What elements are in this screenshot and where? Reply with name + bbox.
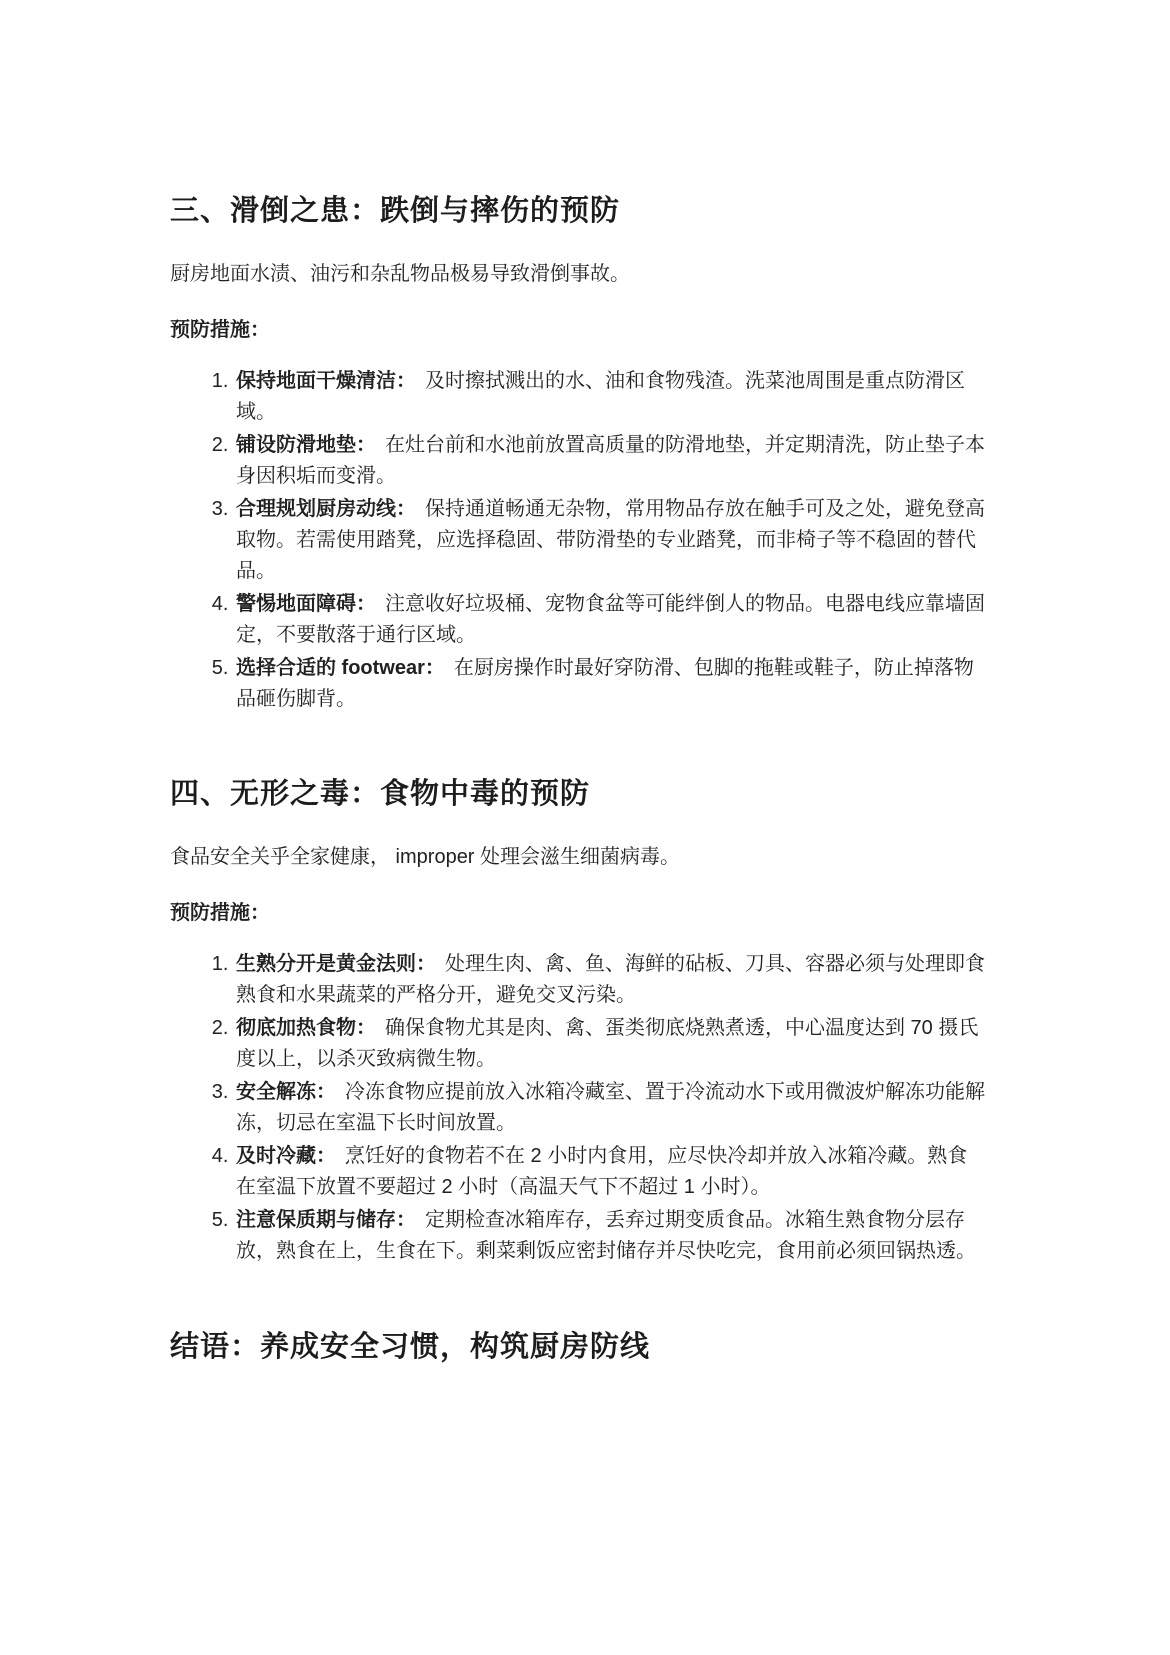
list-item [234,1013,985,1075]
list-item-term: 及时冷藏： [236,1145,336,1167]
list-item [234,1141,985,1203]
list-item-term: 保持地面干燥清洁： [236,370,416,392]
list-label-prevention-measures-1: 预防措施： [170,319,270,341]
list-item-desc: 冷冻食物应提前放入冰箱冷藏室、置于冷流动水下或用微波炉解冻功能解冻，切忌在室温下长时间放置。 [236,1081,985,1134]
section-intro-slip: 厨房地面水渍、油污和杂乱物品极易导致滑倒事故。 [170,263,630,285]
list-item-desc: 定期检查冰箱库存，丢弃过期变质食品。冰箱生熟食物分层存放，熟食在上，生食在下。剩菜剩饭应密封储存并尽快吃完，食用前必须回锅热透。 [236,1209,976,1262]
list-item [234,430,985,492]
list-label-prevention-measures-2: 预防措施： [170,902,270,924]
list-item [234,949,985,1011]
list-item-term: 安全解冻： [236,1081,336,1103]
list-item-desc: 在灶台前和水池前放置高质量的防滑地垫，并定期清洗，防止垫子本身因积垢而变滑。 [236,434,985,487]
list-item [234,1077,985,1139]
list-item [234,589,985,651]
list-item-desc: 确保食物尤其是肉、禽、蛋类彻底烧熟煮透，中心温度达到 70 摄氏度以上，以杀灭致病微生物。 [236,1017,979,1070]
list-item [234,366,985,428]
list-item [234,653,985,715]
section-heading-slip-prevention: 三、滑倒之患：跌倒与摔伤的预防 [170,195,621,227]
prevention-list-slip [170,366,985,715]
list-item-desc: 注意收好垃圾桶、宠物食盆等可能绊倒人的物品。电器电线应靠墙固定，不要散落于通行区域。 [236,593,985,646]
list-item-desc: 烹饪好的食物若不在 2 小时内食用，应尽快冷却并放入冰箱冷藏。熟食在室温下放置不要超过 2 小时（高温天气下不超过 1 小时）。 [236,1145,968,1198]
list-item-term: 选择合适的 footwear： [236,657,445,679]
list-item [234,494,985,587]
section-intro-food-safety: 食品安全关乎全家健康， improper 处理会滋生细菌病毒。 [170,846,681,868]
list-item-term: 铺设防滑地垫： [236,434,376,456]
list-item-desc: 保持通道畅通无杂物，常用物品存放在触手可及之处，避免登高取物。若需使用踏凳，应选择稳固、带防滑垫的专业踏凳，而非椅子等不稳固的替代品。 [236,498,985,582]
list-item-desc: 处理生肉、禽、鱼、海鲜的砧板、刀具、容器必须与处理即食熟食和水果蔬菜的严格分开，避免交叉污染。 [236,953,985,1006]
list-item [234,1205,985,1267]
list-item-desc: 在厨房操作时最好穿防滑、包脚的拖鞋或鞋子，防止掉落物品砸伤脚背。 [236,657,974,710]
list-item-term: 警惕地面障碍： [236,593,376,615]
list-item-desc: 及时擦拭溅出的水、油和食物残渣。洗菜池周围是重点防滑区域。 [236,370,965,423]
prevention-list-food [170,949,985,1267]
list-item-term: 生熟分开是黄金法则： [236,953,436,975]
closing-heading: 结语：养成安全习惯，构筑厨房防线 [170,1331,651,1363]
list-item-term: 注意保质期与储存： [236,1209,416,1231]
list-item-term: 彻底加热食物： [236,1017,376,1039]
section-heading-food-poisoning-prevention: 四、无形之毒：食物中毒的预防 [170,778,591,810]
list-item-term: 合理规划厨房动线： [236,498,416,520]
